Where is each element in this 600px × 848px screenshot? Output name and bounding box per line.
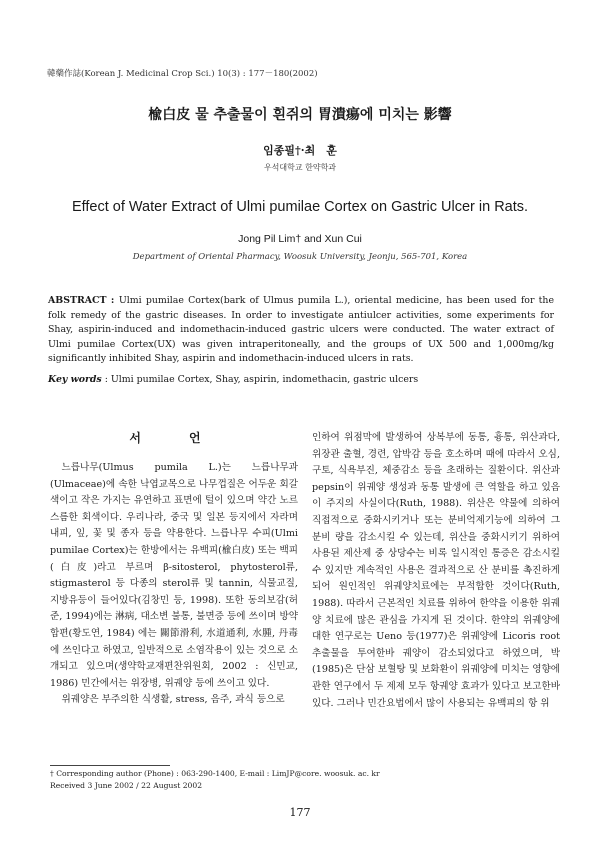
english-title: Effect of Water Extract of Ulmi pumilae Cortex on Gastric Ulcer in Rats. <box>71 199 529 215</box>
page-number: 177 <box>289 806 311 819</box>
korean-title: 楡白皮 물 추출물이 흰쥐의 胃潰瘍에 미치는 影響 <box>148 107 452 123</box>
right-column <box>312 430 560 712</box>
korean-affiliation: 우석대학교 한약학과 <box>263 163 337 172</box>
footnote-corresponding: † Corresponding author (Phone) : 063-290-1400, E-mail : LimJP@core. woosuk. ac. kr <box>50 769 380 778</box>
paragraph: 위궤양은 부주의한 식생활, stress, 음주, 과식 등으로 <box>61 694 285 706</box>
footnote <box>50 768 550 792</box>
section-heading: 서 언 <box>129 431 219 445</box>
abstract: ABSTRACT : Ulmi pumilae Cortex(bark of Ulmus pumila L.), oriental medicine, has been used for the folk remedy of the gastric diseases. In order to investigate antiulcer activities, some experiments for Shay, aspirin-induced and indomethacin-induced gastric ulcers were conducted. The water extract of Ulmi pumilae Cortex(UX) was given intraperitoneally, and the groups of UX 500 and 1,000mg/kg significantly inhibited Shay, aspirin and indomethacin-induced ulcers in rats. <box>48 295 554 365</box>
abstract-text: Ulmi pumilae Cortex(bark of Ulmus pumila L.), oriental medicine, has been used for the folk remedy of the gastric diseases. In order to investigate antiulcer activities, some experiments for Shay, aspirin-induced and indomethacin-induced gastric ulcers were conducted. The water extract of Ulmi pumilae Cortex(UX) was given intraperitoneally, and the groups of UX 500 and 1,000mg/kg significantly inhibited Shay, aspirin and indomethacin-induced ulcers in rats. <box>48 295 554 365</box>
left-column <box>50 430 298 709</box>
english-affiliation: Department of Oriental Pharmacy, Woosuk University, Jeonju, 565-701, Korea <box>132 252 468 262</box>
english-authors: Jong Pil Lim† and Xun Cui <box>238 233 362 245</box>
korean-authors: 임종필†·최 훈 <box>263 144 337 157</box>
keywords-label: Key words <box>48 374 102 385</box>
journal-citation: 韓藥作誌(Korean J. Medicinal Crop Sci.) 10(3) : 177－180(2002) <box>47 69 318 79</box>
footnote-divider <box>50 765 170 766</box>
paragraph: 느릅나무(Ulmus pumila L.)는 느릅나무과(Ulmaceae)에 속한 낙엽교목으로 나무껍질은 어두운 회갈색이고 작은 가지는 유연하고 표면에 털이 있으며 약간 노르스름한 회색이다. 우리나라, 중국 및 일본 등지에서 자라며 내피, 잎, 꽃 및 종자 등을 약용한다. 느릅나무 수피(Ulmi pumilae Cortex)는 한방에서는 유백피(楡白皮) 또는 백피(白皮)라고 부르며 β-sitosterol, phytosterol류, stigmasterol 등 다종의 sterol류 및 tannin, 식물교질, 지방유등이 들어있다(김창민 등, 1998). 또한 동의보감(허준, 1994)에는 淋病, 대소변 불통, 불면증 등에 쓰이며 방약합편(황도연, 1984) 에는 關節滑利, 水道通利, 水腫, 丹毒에 쓰인다고 하였고, 일반적으로 소염작용이 있는 것으로 소개되고 있으며(생약학교재편찬위원회, 2002 : 신민교, 1986) 민간에서는 위장병, 위궤양 등에 쓰이고 있다. <box>50 462 298 689</box>
keywords: Key words : Ulmi pumilae Cortex, Shay, aspirin, indomethacin, gastric ulcers <box>48 374 419 385</box>
keywords-text: Ulmi pumilae Cortex, Shay, aspirin, indomethacin, gastric ulcers <box>110 374 419 385</box>
footnote-received: Received 3 June 2002 / 22 August 2002 <box>50 781 203 790</box>
paragraph: 인하여 위점막에 발생하여 상복부에 동통, 흉통, 위산과다, 위장관 출혈, 경련, 압박감 등을 호소하며 때에 따라서 오심, 구토, 식욕부진, 체중감소 등을 초래하는 질환이다. 위산과 pepsin이 위궤양 생성과 동통 발생에 큰 역할을 하고 있음이 주지의 사실이다(Ruth, 1988). 위산은 약물에 의하여 직접적으로 중화시키거나 또는 분비억제기능에 의하여 그 분비 량을 감소시킬 수 있는데, 위산을 중화시키기 위하여 사용된 제산제 중 상당수는 비록 일시적인 통증은 감소시킬 수 있지만 계속적인 사용은 결과적으로 산 분비를 촉진하게 되어 원인적인 위궤양치료에는 부적합한 것이다(Ruth, 1988). 따라서 근본적인 치료를 위하여 한약을 이용한 위궤양 치료에 많은 관심을 가지게 된 것이다. 한약의 위궤양에 대한 연구로는 Ueno 등(1977)은 위궤양에 Licoris root 추출물을 투여한바 궤양이 감소되었다고 하였으며, 박(1985)은 단삼 보혈탕 및 보화환이 위궤양에 미치는 영향에 관한 연구에서 두 제제 모두 항궤양 효과가 있다고 보고한바 있다. 그러나 민간요법에서 많이 사용되는 유백피의 항 위 <box>312 432 560 709</box>
abstract-label: ABSTRACT <box>48 295 107 306</box>
